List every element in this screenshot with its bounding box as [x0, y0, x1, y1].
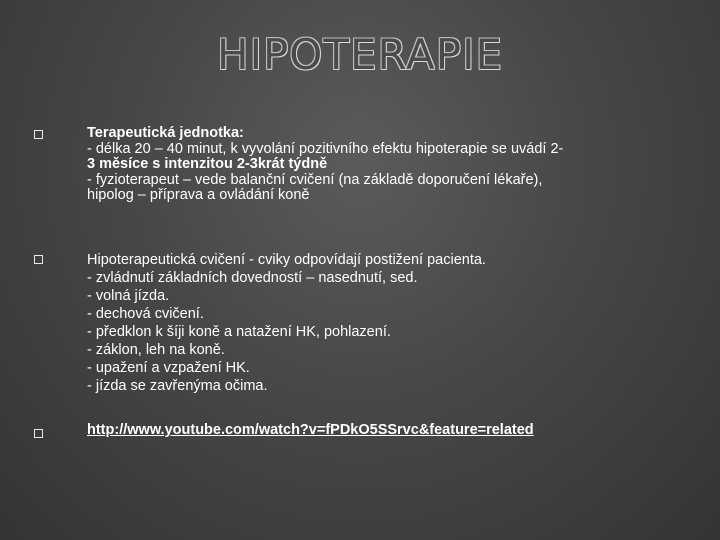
paragraph-line: - dechová cvičení. [87, 306, 204, 322]
paragraph-line: - volná jízda. [87, 288, 170, 304]
youtube-link[interactable]: http://www.youtube.com/watch?v=fPDkO5SSrvc&feature=related [87, 422, 534, 438]
paragraph-line: - zvládnutí základních dovedností – nasednutí, sed. [87, 270, 418, 286]
paragraph-line: - fyzioterapeut – vede balanční cvičení (na základě doporučení lékaře), [87, 171, 543, 188]
paragraph-line: - předklon k šíji koně a natažení HK, pohlazení. [87, 324, 391, 340]
square-bullet-icon [33, 428, 44, 439]
paragraph-line: - délka 20 – 40 minut, k vyvolání pozitivního efektu hipoterapie se uvádí 2- [87, 140, 564, 157]
paragraph-line: - jízda se zavřenýma očima. [87, 378, 268, 394]
paragraph-therapy-unit [87, 126, 677, 204]
paragraph-line: Hipoterapeutická cvičení - cviky odpovídají postižení pacienta. [87, 252, 486, 268]
paragraph-line: hipolog – příprava a ovládání koně [87, 187, 310, 204]
paragraph-line: - záklon, leh na koně. [87, 342, 225, 358]
paragraph-line: 3 měsíce s intenzitou 2-3krát týdně [87, 156, 328, 173]
paragraph-video-link [87, 423, 677, 439]
square-bullet-icon [33, 254, 44, 265]
paragraph-line: - upažení a vzpažení HK. [87, 360, 250, 376]
square-bullet-icon [33, 129, 44, 140]
paragraph-heading: Terapeutická jednotka: [87, 125, 244, 141]
slide-title: HIPOTERAPIE [216, 30, 503, 79]
paragraph-exercises [87, 251, 677, 395]
